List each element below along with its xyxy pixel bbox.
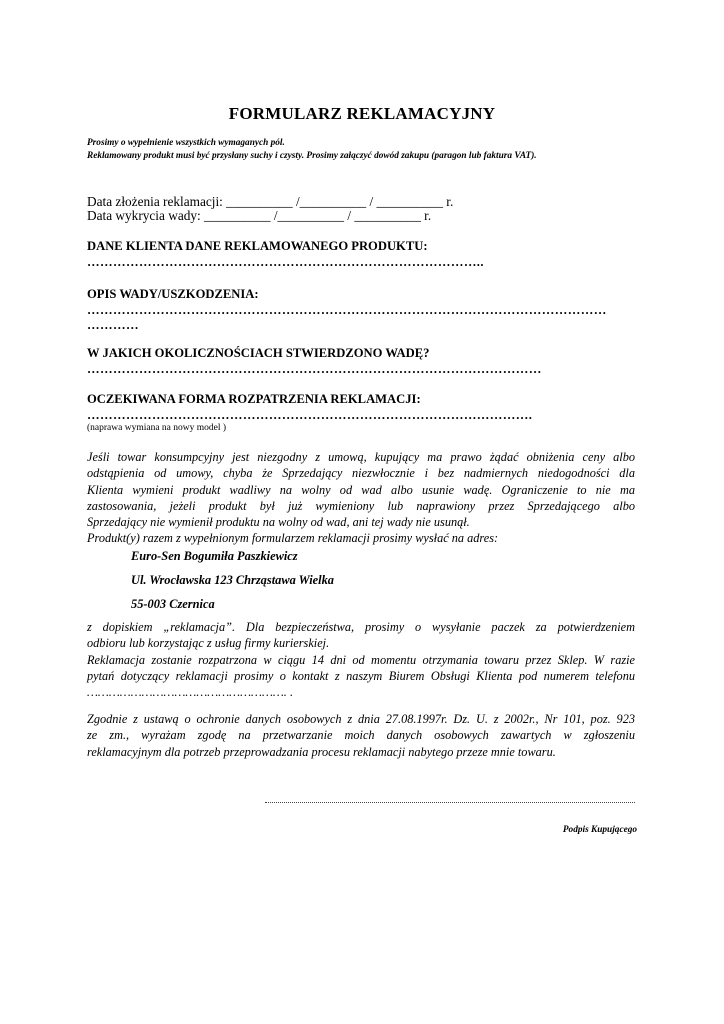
paragraph-line: z dopiskiem „reklamacja”. Dla bezpieczeństwa, prosimy o wysyłanie paczek za potwierdzeniem [87,620,635,634]
paragraph-line: ze zm., wyrażam zgodę na przetwarzanie moich danych osobowych zawartych w zgłoszeniu [87,728,635,743]
circumstances-fill-line[interactable]: …………………………………………………………………………………………… [87,362,542,376]
address-street: Ul. Wrocławska 123 Chrząstawa Wielka [131,573,334,587]
paragraph-line: zastosowania, jeżeli produkt był już wymieniony lub naprawiony przez Sprzedającego albo [87,498,635,513]
defect-fill-line[interactable]: ………………………………………………………………………………………………………… [87,303,607,317]
consumer-rights-paragraph [87,449,635,547]
section-heading-circumstances: W JAKICH OKOLICZNOŚCIACH STWIERDZONO WADĘ? [87,346,430,360]
paragraph-line: Sprzedający nie wymienił produktu na wolny od wad, ani tej wady nie usunął. [87,515,470,530]
paragraph-line: odstąpienia od umowy, chyba że Sprzedający niezwłocznie i bez nadmiernych niedogodności dla [87,466,635,481]
client-data-fill-line[interactable]: ……………………………………………………………………………….. [87,255,484,269]
instruction-line: Prosimy o wypełnienie wszystkich wymaganych pól. [87,138,285,148]
signature-label: Podpis Kupującego [562,825,637,835]
data-consent-paragraph [87,711,635,760]
paragraph-line: Zgodnie z ustawą o ochronie danych osobowych z dnia 27.08.1997r. Dz. U. z 2002r., Nr 101, poz. 923 [87,712,635,726]
address-postal: 55-003 Czernica [131,597,215,611]
resolution-note: (naprawa wymiana na nowy model ) [87,423,227,433]
paragraph-line: Klienta wymieni produkt wadliwy na wolny od wad albo usunie wadę. Ograniczenie to nie ma [87,482,635,497]
paragraph-line: Reklamacja zostanie rozpatrzona w ciągu 14 dni od momentu otrzymania towaru przez Sklep. W razie [87,652,635,667]
paragraph-line: Jeśli towar konsumpcyjny jest niezgodny z umową, kupujący ma prawo żądać obniżenia ceny albo [87,450,635,464]
section-heading-defect: OPIS WADY/USZKODZENIA: [87,287,259,301]
submission-date-field[interactable]: Data złożenia reklamacji: __________ /__________ / __________ r. [87,194,454,209]
shipping-info-paragraph [87,619,635,700]
phone-fill-line[interactable]: ………………………………………………. . [87,685,294,700]
page-title: FORMULARZ REKLAMACYJNY [228,104,496,123]
address-name: Euro-Sen Bogumiła Paszkiewicz [131,549,298,563]
paragraph-line: pytań dotyczący reklamacji prosimy o kontakt z naszym Biurem Obsługi Klienta pod numerem telefonu [87,668,635,683]
paragraph-line: Produkt(y) razem z wypełnionym formularzem reklamacji prosimy wysłać na adres: [87,531,499,546]
defect-fill-line[interactable]: ………… [87,318,139,332]
paragraph-line: odbioru lub korzystając z usług firmy kurierskiej. [87,636,330,651]
section-heading-resolution: OCZEKIWANA FORMA ROZPATRZENIA REKLAMACJI: [87,392,421,406]
section-heading-client-data: DANE KLIENTA DANE REKLAMOWANEGO PRODUKTU: [87,239,428,253]
paragraph-line: reklamacyjnym dla potrzeb przeprowadzania procesu reklamacji nabytego przeze mnie towaru. [87,744,556,759]
resolution-fill-line[interactable]: …………………………………………………………………………………………. [87,408,533,422]
instruction-line: Reklamowany produkt musi być przysłany suchy i czysty. Prosimy załączyć dowód zakupu (paragon lub faktura VAT). [87,151,537,161]
defect-date-field[interactable]: Data wykrycia wady: __________ /__________ / __________ r. [87,208,432,223]
signature-line[interactable] [265,796,635,803]
